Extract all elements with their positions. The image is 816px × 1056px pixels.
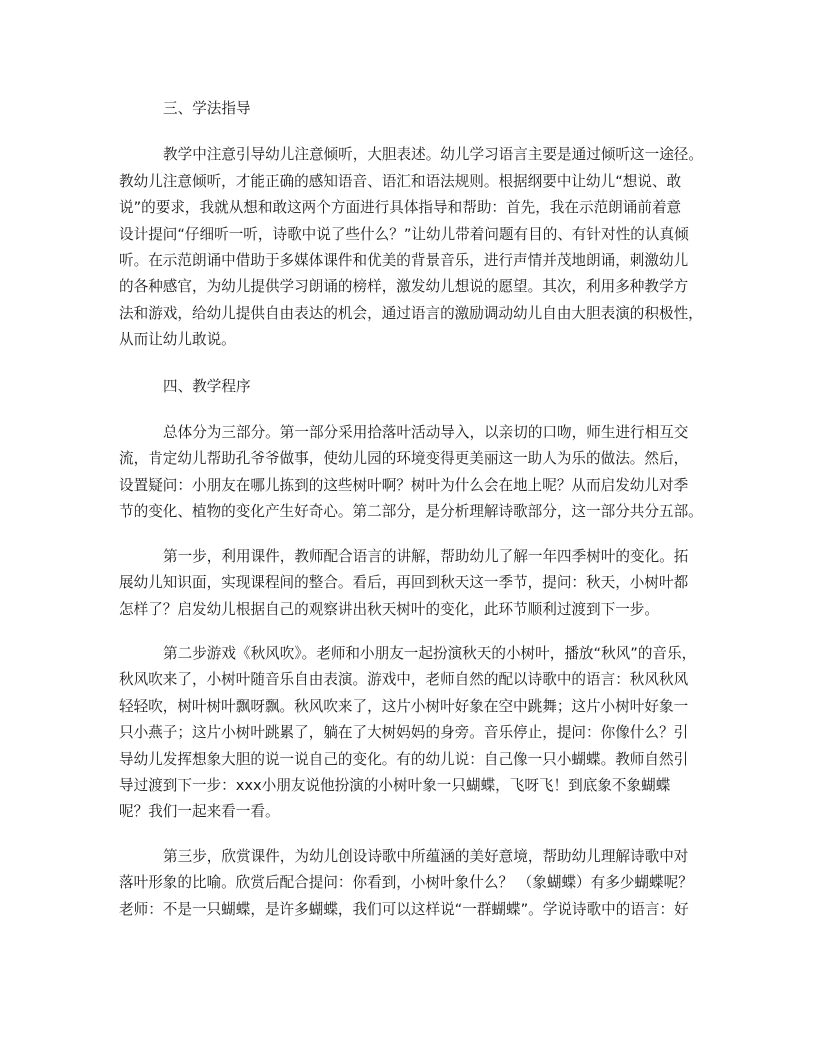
text-line: 只小燕子；这片小树叶跳累了，躺在了大树妈妈的身旁。音乐停止，提问：你像什么？引 xyxy=(119,724,689,742)
text-line: 说”的要求，我就从想和敢这两个方面进行具体指导和帮助：首先，我在示范朗诵前着意 xyxy=(119,199,682,217)
section-heading-learning-methods: 三、学法指导 xyxy=(163,100,251,117)
text-line: 节的变化、植物的变化产生好奇心。第二部分，是分析理解诗歌部分，这一部分共分五部。 xyxy=(119,503,703,521)
text-line: 设置疑问：小朋友在哪儿拣到的这些树叶啊？树叶为什么会在地上呢？从而启发幼儿对季 xyxy=(119,476,689,494)
text-line: 第一步，利用课件，教师配合语言的讲解，帮助幼儿了解一年四季树叶的变化。拓 xyxy=(163,547,689,565)
paragraph-step-one xyxy=(119,544,698,623)
text-line: 老师：不是一只蝴蝶，是许多蝴蝶，我们可以这样说“一群蝴蝶”。学说诗歌中的语言：好 xyxy=(119,900,689,918)
text-line: 总体分为三部分。第一部分采用拾落叶活动导入，以亲切的口吻，师生进行相互交 xyxy=(163,424,689,442)
text-line: 教学中注意引导幼儿注意倾听，大胆表述。幼儿学习语言主要是通过倾听这一途径。 xyxy=(163,146,703,164)
section-heading-teaching-procedure: 四、教学程序 xyxy=(163,377,251,395)
text-line: 导幼儿发挥想象大胆的说一说自己的变化。有的幼儿说：自己像一只小蝴蝶。教师自然引 xyxy=(119,750,689,768)
text-line: 设计提问“仔细听一听，诗歌中说了些什么？”让幼儿带着问题有目的、有针对性的认真倾 xyxy=(119,225,689,243)
text-line: 法和游戏，给幼儿提供自由表达的机会，通过语言的激励调动幼儿自由大胆表演的积极性， xyxy=(119,304,703,322)
text-line: 第二步游戏《秋风吹》。老师和小朋友一起扮演秋天的小树叶，播放“秋风”的音乐， xyxy=(163,644,697,662)
text-line: 流，肯定幼儿帮助孔爷爷做事，使幼儿园的环境变得更美丽这一助人为乐的做法。然后， xyxy=(119,450,689,468)
text-line: 怎样了？启发幼儿根据自己的观察讲出秋天树叶的变化，此环节顺利过渡到下一步。 xyxy=(119,600,659,618)
text-line: 秋风吹来了，小树叶随音乐自由表演。游戏中，老师自然的配以诗歌中的语言：秋风秋风 xyxy=(119,671,689,689)
text-line: 的各种感官，为幼儿提供学习朗诵的榜样，激发幼儿想说的愿望。其次，利用多种教学方 xyxy=(119,278,689,296)
paragraph-step-two xyxy=(119,641,698,826)
text-line: 轻轻吹，树叶树叶飘呀飘。秋风吹来了，这片小树叶好象在空中跳舞；这片小树叶好象一 xyxy=(119,697,689,715)
text-line: 教幼儿注意倾听，才能正确的感知语音、语汇和语法规则。根据纲要中让幼儿“想说、敢 xyxy=(119,172,682,190)
paragraph-learning-methods xyxy=(119,142,703,353)
paragraph-overview xyxy=(119,420,703,526)
text-line: 从而让幼儿敢说。 xyxy=(119,331,236,349)
text-line: 落叶形象的比喻。欣赏后配合提问：你看到，小树叶象什么？ （象蝴蝶）有多少蝴蝶呢？ xyxy=(119,874,693,892)
text-line: 呢？我们一起来看一看。 xyxy=(119,803,280,821)
paragraph-step-three xyxy=(119,844,698,923)
text-line: 展幼儿知识面，实现课程间的整合。看后，再回到秋天这一季节，提问：秋天，小树叶都 xyxy=(119,574,689,592)
text-line: 听。在示范朗诵中借助于多媒体课件和优美的背景音乐，进行声情并茂地朗诵，刺激幼儿 xyxy=(119,252,689,270)
text-line: 导过渡到下一步：xxx小朋友说他扮演的小树叶象一只蝴蝶，飞呀飞！到底象不象蝴蝶 xyxy=(119,776,671,794)
text-line: 第三步，欣赏课件，为幼儿创设诗歌中所蕴涵的美好意境，帮助幼儿理解诗歌中对 xyxy=(163,847,689,865)
